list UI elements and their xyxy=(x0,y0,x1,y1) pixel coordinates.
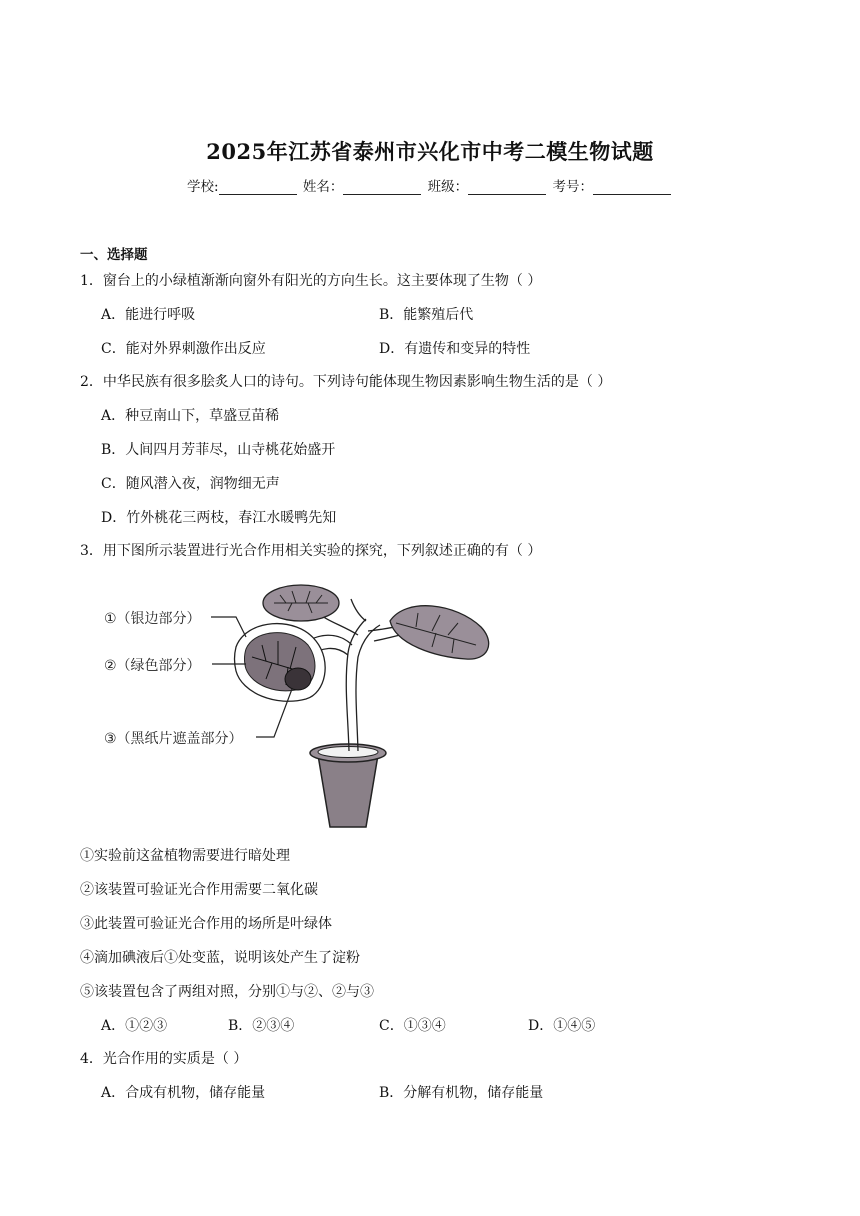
question-3-option-d: D．①④⑤ xyxy=(528,1018,596,1034)
question-3-statement-2: ②该装置可验证光合作用需要二氧化碳 xyxy=(80,882,318,898)
field-id-label: 考号： xyxy=(552,179,593,195)
top-leaf-icon xyxy=(263,585,339,621)
figure-label-green-part: ②（绿色部分） xyxy=(104,658,201,674)
question-2-option-c: C．随风潜入夜，润物细无声 xyxy=(101,476,280,492)
field-id-blank xyxy=(593,180,671,195)
question-3-statement-5: ⑤该装置包含了两组对照，分别①与②、②与③ xyxy=(80,984,374,1000)
question-2-stem: 2．中华民族有很多脍炙人口的诗句。下列诗句能体现生物因素影响生物生活的是（ ） xyxy=(80,374,612,390)
question-1-option-b: B．能繁殖后代 xyxy=(379,307,474,323)
left-leaf-variegated-icon xyxy=(235,624,326,702)
question-2-option-b: B．人间四月芳菲尽，山寺桃花始盛开 xyxy=(101,442,336,458)
question-2-option-a: A．种豆南山下，草盛豆苗稀 xyxy=(101,408,280,424)
question-1-option-d: D．有遗传和变异的特性 xyxy=(379,341,531,357)
section-title: 一、选择题 xyxy=(80,247,148,263)
question-3-option-c: C．①③④ xyxy=(379,1018,446,1034)
question-1-stem: 1．窗台上的小绿植渐渐向窗外有阳光的方向生长。这主要体现了生物（ ） xyxy=(80,273,542,289)
field-school-blank xyxy=(219,180,297,195)
question-1-option-c: C．能对外界刺激作出反应 xyxy=(101,341,266,357)
figure-label-black-paper: ③（黑纸片遮盖部分） xyxy=(104,731,243,747)
student-info-line xyxy=(0,175,860,195)
question-4-stem: 4．光合作用的实质是（ ） xyxy=(80,1051,248,1067)
plant-experiment-figure xyxy=(96,575,506,830)
field-class-blank xyxy=(468,180,546,195)
question-2-option-d: D．竹外桃花三两枝，春江水暖鸭先知 xyxy=(101,510,337,526)
question-3-option-a: A．①②③ xyxy=(101,1018,168,1034)
question-3-statement-4: ④滴加碘液后①处变蓝，说明该处产生了淀粉 xyxy=(80,950,360,966)
field-class-label: 班级： xyxy=(427,179,469,195)
field-name-blank xyxy=(343,180,421,195)
question-3-statement-3: ③此装置可验证光合作用的场所是叶绿体 xyxy=(80,916,332,932)
question-3-stem: 3．用下图所示装置进行光合作用相关实验的探究，下列叙述正确的有（ ） xyxy=(80,543,542,559)
question-4-option-b: B．分解有机物，储存能量 xyxy=(379,1085,544,1101)
page-title: 2025年江苏省泰州市兴化市中考二模生物试题 xyxy=(206,139,654,164)
question-1-option-a: A．能进行呼吸 xyxy=(101,307,196,323)
figure-label-silver-edge: ①（银边部分） xyxy=(104,611,201,627)
black-paper-cover-icon xyxy=(285,668,311,690)
question-4-option-a: A．合成有机物，储存能量 xyxy=(101,1085,266,1101)
field-name-label: 姓名： xyxy=(302,179,344,195)
field-school-label: 学校: xyxy=(187,179,219,195)
right-leaf-icon xyxy=(390,606,489,659)
flower-pot-icon xyxy=(310,744,386,827)
question-3-option-b: B．②③④ xyxy=(228,1018,295,1034)
question-3-statement-1: ①实验前这盆植物需要进行暗处理 xyxy=(80,848,290,864)
